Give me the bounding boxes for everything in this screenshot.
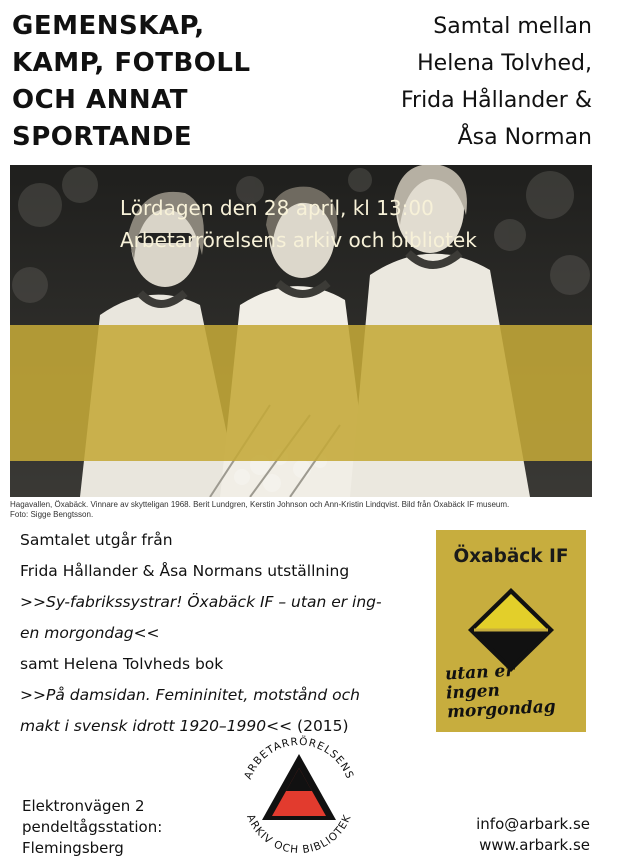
description-line: samt Helena Tolvheds bok (20, 655, 224, 673)
subtitle-line: ingen (445, 680, 501, 704)
event-venue: Arbetarrörelsens arkiv och bibliotek (120, 228, 477, 252)
event-date: Lördagen den 28 april, kl 13:00 (120, 196, 434, 220)
website-link[interactable]: www.arbark.se (479, 836, 590, 854)
speakers-line: Helena Tolvhed, (417, 51, 592, 76)
caption-text: Hagavallen, Öxabäck. Vinnare av skytteligan 1968. Berit Lundgren, Kerstin Johnson och Ann-Kristin Lindqvist. Bild från Öxabäck IF museum. (10, 500, 510, 509)
book-cover (436, 530, 586, 732)
exhibition-title-line: >>Sy-fabrikssystrar! Öxabäck IF – utan er ing- (20, 593, 382, 611)
caption-credit: Foto: Sigge Bengtsson. (10, 510, 94, 519)
event-info (120, 192, 582, 256)
logo-emblem-icon (228, 724, 370, 866)
description (20, 525, 430, 742)
logo-top-text: ARBETARRÖRELSENS (242, 735, 356, 782)
address-block (22, 796, 242, 859)
email-link[interactable]: info@arbark.se (476, 815, 590, 833)
book-title-end: makt i svensk idrott 1920–1990<< (20, 717, 293, 735)
speakers-line: Frida Hållander & (400, 88, 592, 113)
event-title (12, 8, 312, 156)
address-line: pendeltågsstation: (22, 818, 163, 836)
arbark-logo (228, 724, 370, 866)
description-line: Frida Hållander & Åsa Normans utställning (20, 562, 350, 580)
title-line: KAMP, FOTBOLL (12, 48, 251, 78)
logo-bottom-text: ARKIV OCH BIBLIOTEK (244, 812, 354, 857)
event-info-band (10, 325, 592, 461)
book-title-line: >>På damsidan. Femininitet, motstånd och (20, 686, 360, 704)
description-line: Samtalet utgår från (20, 531, 173, 549)
speakers-block (312, 8, 592, 156)
address-line: Elektronvägen 2 (22, 797, 145, 815)
exhibition-title-line: en morgondag<< (20, 624, 160, 642)
title-line: SPORTANDE (12, 122, 193, 152)
book-cover-subtitle (445, 659, 580, 723)
address-line: Flemingsberg (22, 839, 124, 857)
book-year: (2015) (292, 717, 349, 735)
speakers-line: Samtal mellan (433, 14, 592, 39)
title-line: OCH ANNAT (12, 85, 188, 115)
subtitle-line: morgondag (446, 696, 557, 723)
speakers-line: Åsa Norman (457, 125, 592, 150)
subtitle-line: utan er (444, 660, 515, 685)
contact-block (410, 814, 590, 856)
title-line: GEMENSKAP, (12, 11, 205, 41)
book-cover-title: Öxabäck IF (453, 546, 569, 567)
photo-caption (10, 500, 595, 520)
